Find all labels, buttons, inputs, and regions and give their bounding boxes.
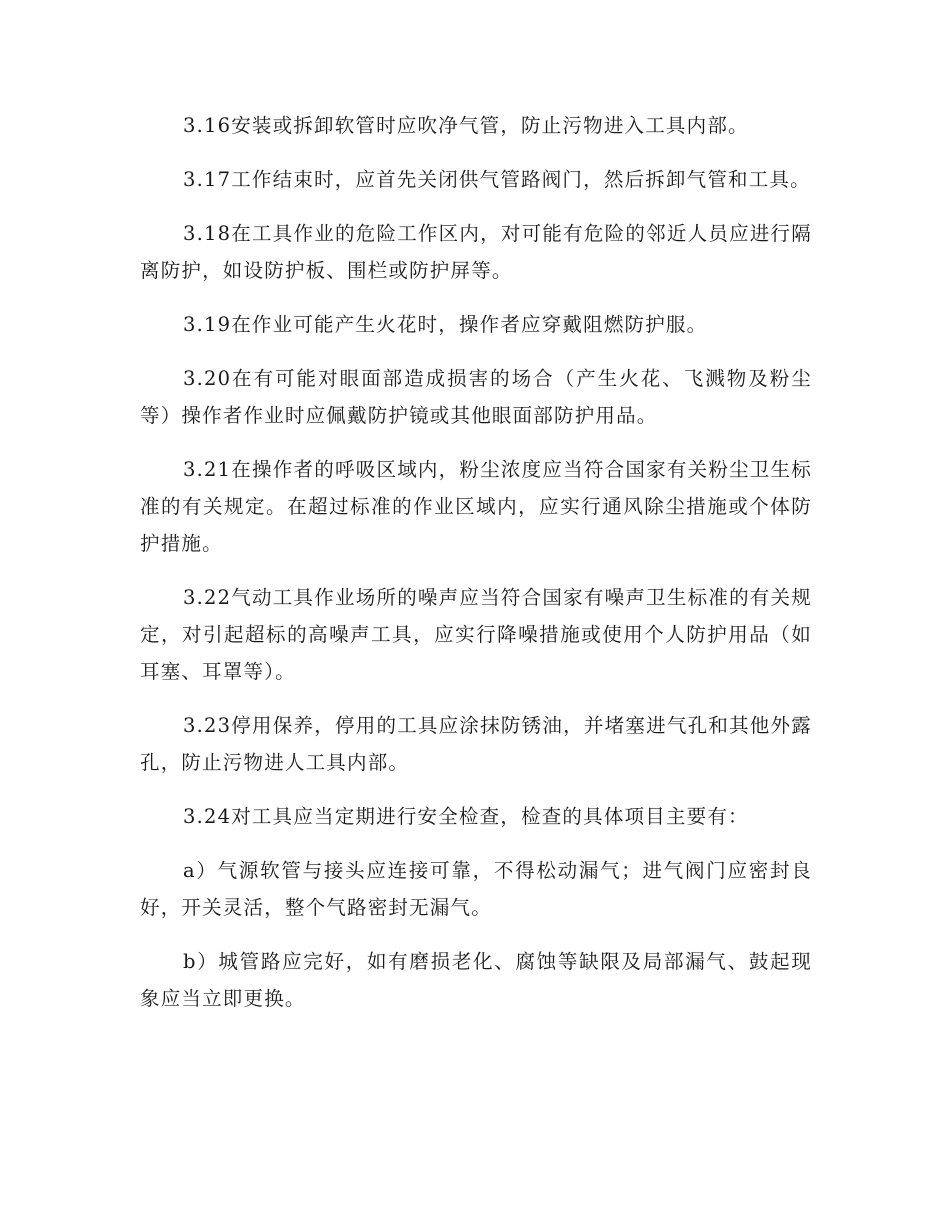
paragraph-3-16: 3.16安装或拆卸软管时应吹净气管，防止污物进入工具内部。 (183, 114, 749, 137)
paragraph-3-19: 3.19在作业可能产生火花时，操作者应穿戴阻燃防护服。 (183, 313, 708, 336)
paragraph-item-a: a）气源软管与接头应连接可靠，不得松动漏气；进气阀门应密封良好，开关灵活，整个气路密封无漏气。 (140, 859, 812, 919)
paragraph-3-24: 3.24对工具应当定期进行安全检查，检查的具体项目主要有： (183, 805, 749, 828)
paragraph-3-22: 3.22气动工具作业场所的噪声应当符合国家有噪声卫生标准的有关规定，对引起超标的高噪声工具，应实行降噪措施或使用个人防护用品（如耳塞、耳罩等）。 (140, 586, 812, 683)
document-body (140, 107, 812, 1034)
paragraph-3-17: 3.17工作结束时，应首先关闭供气管路阀门，然后拆卸气管和工具。 (183, 168, 811, 191)
paragraph-3-23: 3.23停用保养，停用的工具应涂抹防锈油，并堵塞进气孔和其他外露孔，防止污物进人工具内部。 (140, 714, 812, 774)
paragraph-3-20: 3.20在有可能对眼面部造成损害的场合（产生火花、飞溅物及粉尘等）操作者作业时应佩戴防护镜或其他眼面部防护用品。 (140, 367, 812, 427)
paragraph-3-21: 3.21在操作者的呼吸区域内，粉尘浓度应当符合国家有关粉尘卫生标准的有关规定。在超过标准的作业区域内，应实行通风除尘措施或个体防护措施。 (140, 458, 812, 555)
paragraph-3-18: 3.18在工具作业的危险工作区内，对可能有危险的邻近人员应进行隔离防护，如设防护板、围栏或防护屏等。 (140, 222, 812, 282)
paragraph-item-b: b）城管路应完好，如有磨损老化、腐蚀等缺限及局部漏气、鼓起现象应当立即更换。 (140, 950, 812, 1010)
